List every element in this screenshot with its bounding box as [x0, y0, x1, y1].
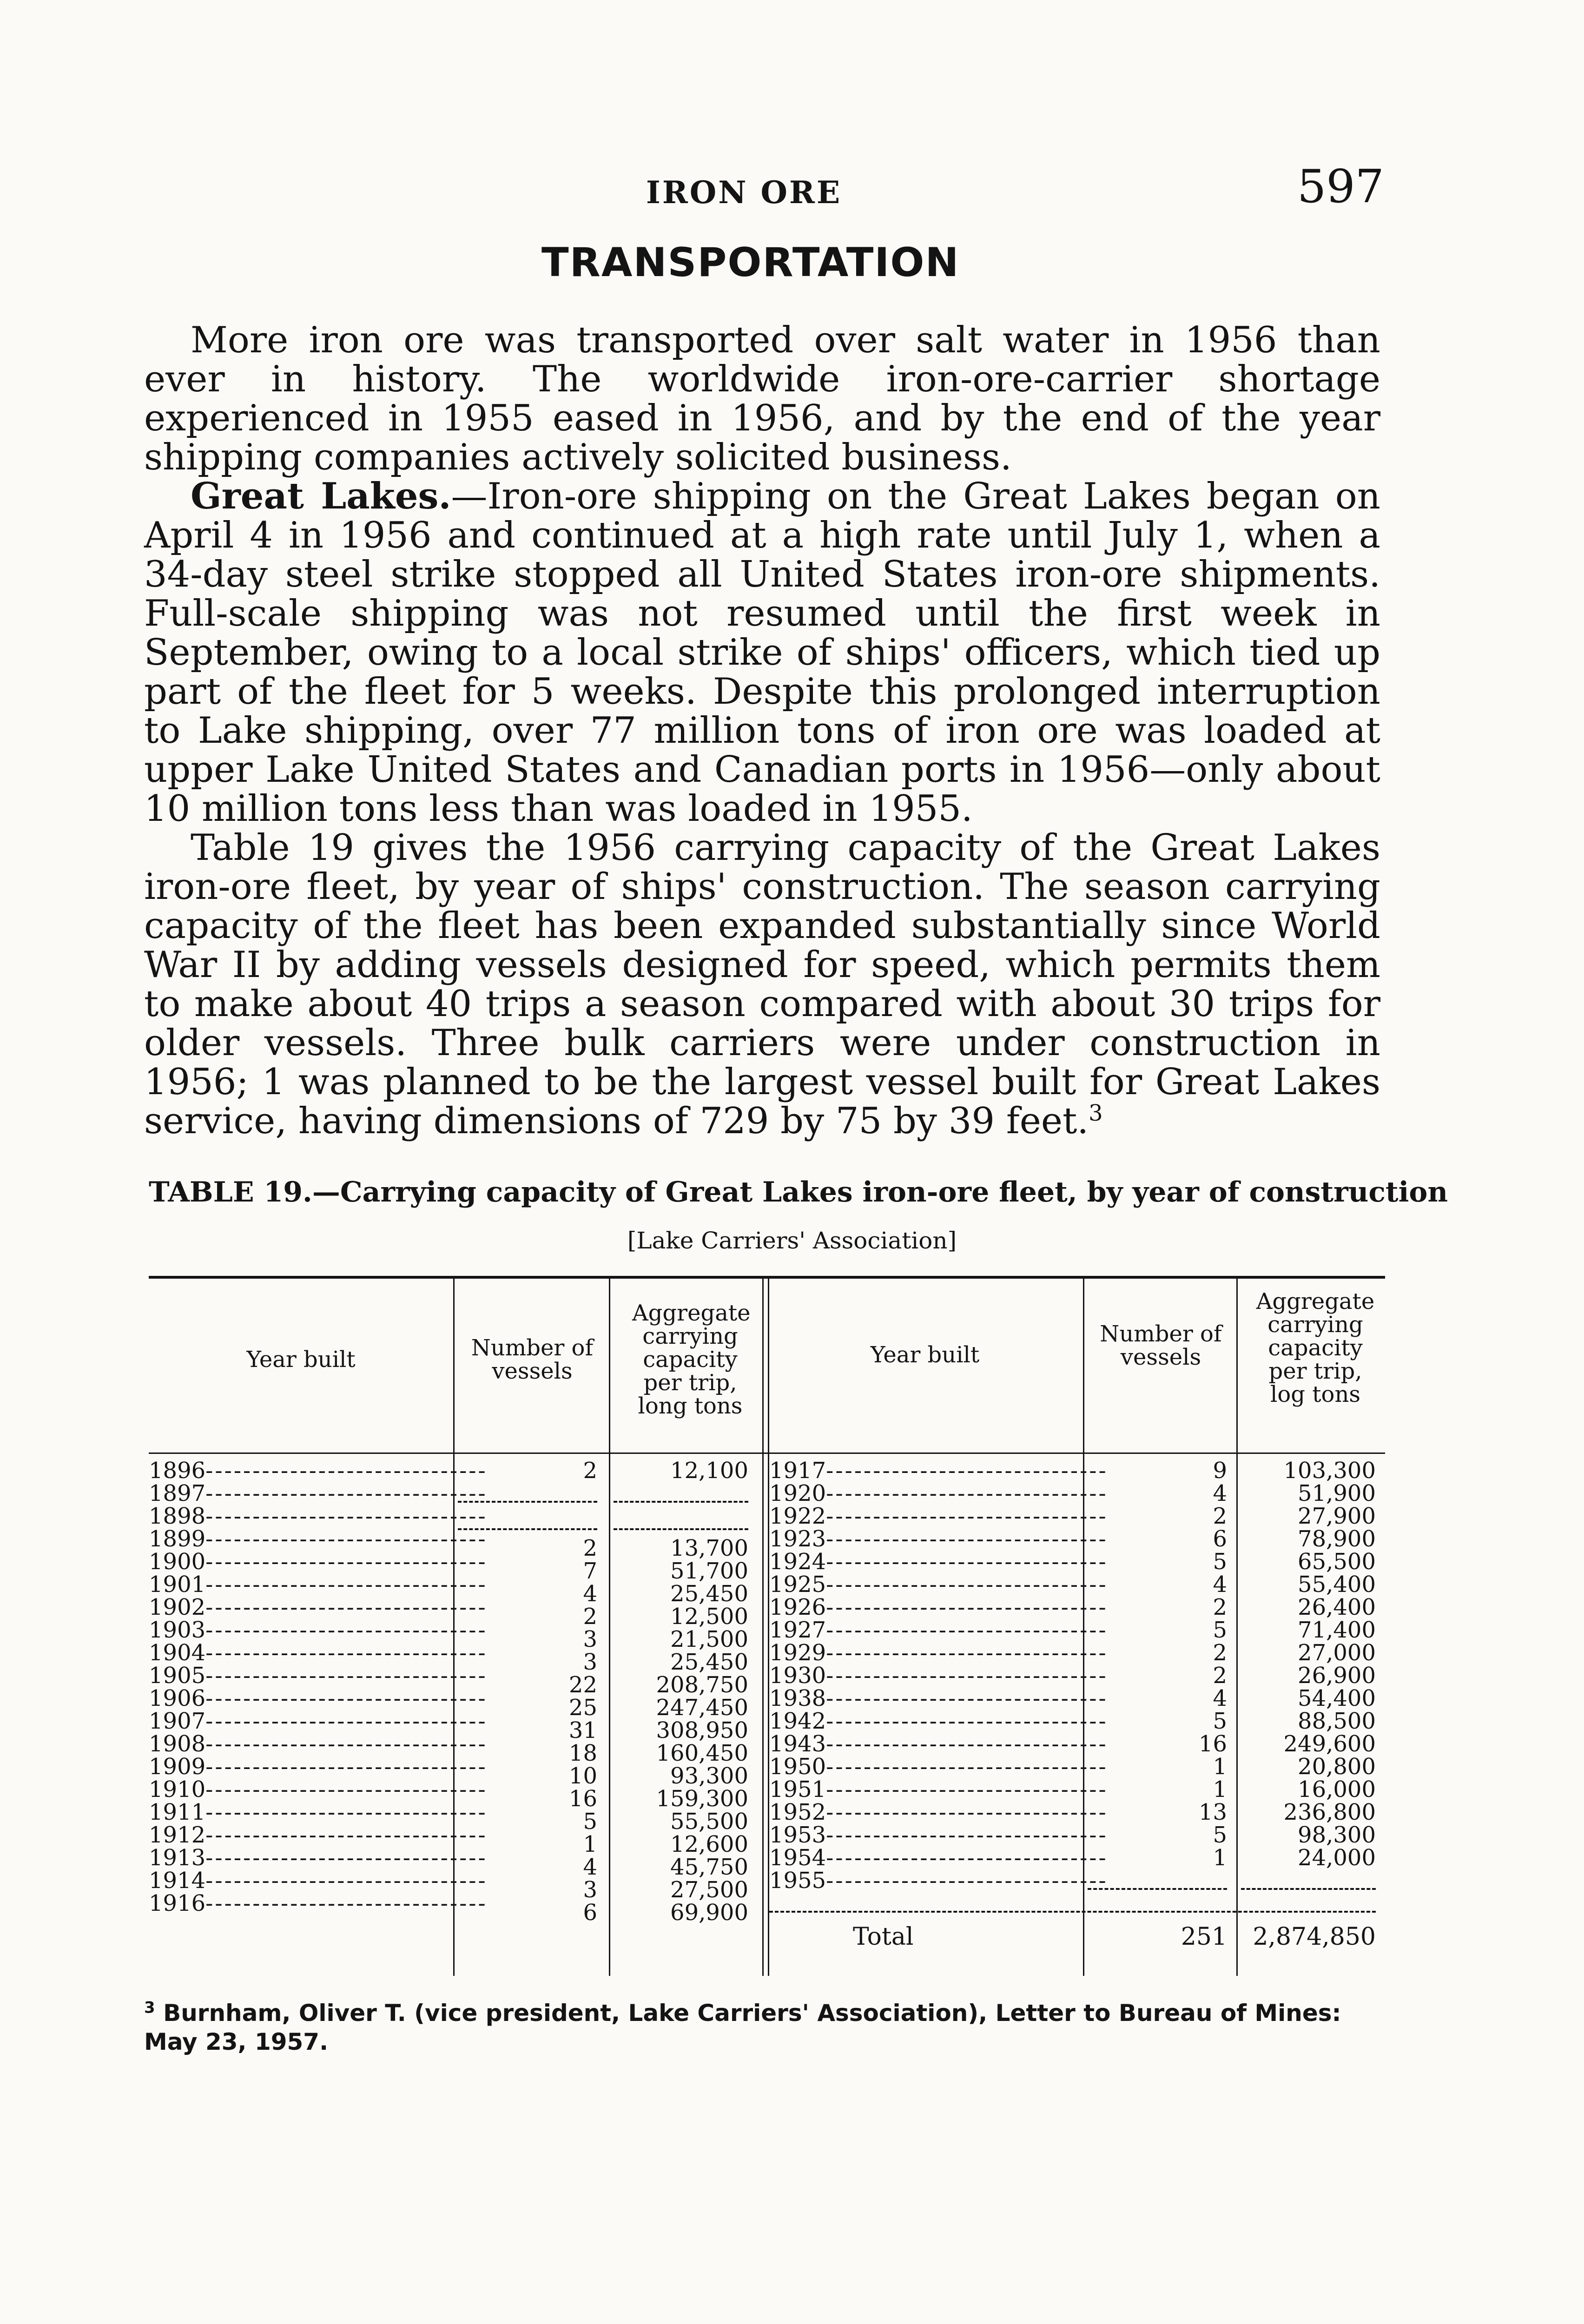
right-year-cell: [769, 1594, 1108, 1620]
right-vessels-cell: 1: [1213, 1754, 1227, 1780]
left-vessels-cell: 5: [583, 1809, 597, 1835]
right-vessels-cell: 2: [1213, 1594, 1227, 1620]
left-year-cell: [149, 1617, 488, 1643]
total-label: Total: [853, 1923, 914, 1951]
right-capacity-cell: 24,000: [1298, 1845, 1376, 1871]
dot-leader: ------------------------------: [205, 1799, 488, 1825]
left-capacity-cell: 160,450: [656, 1740, 748, 1766]
dot-leader: ------------------------------: [826, 1868, 1108, 1894]
right-vessels-cell: 4: [1213, 1685, 1227, 1711]
dot-leader: ------------------------------: [826, 1708, 1108, 1734]
right-year-cell: [769, 1776, 1108, 1802]
paragraph-2-text: —Iron-ore shipping on the Great Lakes began on April 4 in 1956 and continued at a high rate until July 1, when a 34-day steel strike stopped all United States iron-ore shipments. Full-scale shipping was not resumed until the first week in September, owing to a local strike of ships' officers, which tied up part of the fleet for 5 weeks. Despite this prolonged interruption to Lake shipping, over 77 million tons of iron ore was loaded at upper Lake United States and Canadian ports in 1956—only about 10 million tons less than was loaded in 1955.: [144, 475, 1380, 830]
year-value: 1899: [149, 1526, 206, 1552]
empty-dash: [458, 1487, 597, 1503]
year-value: 1904: [149, 1640, 206, 1666]
left-year-cell: [149, 1549, 488, 1575]
left-vessels-cell: 2: [583, 1604, 597, 1630]
column-divider-double: [762, 1279, 769, 1976]
year-value: 1913: [149, 1845, 206, 1871]
left-vessels-cell: 6: [583, 1900, 597, 1926]
left-year-cell: [149, 1822, 488, 1848]
year-value: 1909: [149, 1754, 206, 1780]
paragraph-3-text: Table 19 gives the 1956 carrying capacity of the Great Lakes iron-ore fleet, by year of ships' construction. The season carrying capacity of the fleet has been expanded substantially since World War II by adding vessels designed for speed, which permits them to make about 40 trips a season compared with about 30 trips for older vessels. Three bulk carriers were under construction in 1956; 1 was planned to be the largest vessel built for Great Lakes service, having dimensions of 729 by 75 by 39 feet.: [144, 827, 1380, 1142]
year-value: 1905: [149, 1663, 206, 1689]
left-year-cell: [149, 1845, 488, 1871]
empty-dash: [614, 1487, 748, 1503]
right-year-cell: [769, 1549, 1108, 1575]
left-vessels-cell: 25: [568, 1695, 597, 1721]
dot-leader: ------------------------------: [826, 1594, 1108, 1620]
left-year-cell: [149, 1776, 488, 1802]
year-value: 1911: [149, 1799, 206, 1825]
dot-leader: ------------------------------: [826, 1480, 1108, 1506]
left-vessels-cell: 4: [583, 1581, 597, 1607]
left-vessels-cell: 7: [583, 1558, 597, 1584]
year-value: 1896: [149, 1458, 206, 1484]
left-capacity-cell: 12,600: [670, 1831, 748, 1857]
year-value: 1923: [769, 1526, 826, 1552]
left-capacity-cell: 27,500: [670, 1877, 748, 1903]
total-vessels: 251: [1181, 1923, 1227, 1951]
left-vessels-cell: 1: [583, 1831, 597, 1857]
left-year-cell: [149, 1663, 488, 1689]
left-capacity-cell: 12,100: [670, 1458, 748, 1484]
year-value: 1901: [149, 1571, 206, 1598]
dot-leader: ------------------------------: [205, 1868, 488, 1894]
year-value: 1907: [149, 1708, 206, 1734]
table-title: TABLE 19.—Carrying capacity of Great Lakes iron-ore fleet, by year of construction: [149, 1176, 1448, 1208]
empty-dash: [1088, 1874, 1227, 1890]
column-divider: [609, 1279, 610, 1976]
run-in-heading: Great Lakes.: [191, 475, 451, 517]
right-vessels-cell: 5: [1213, 1549, 1227, 1575]
left-vessels-column: [458, 1459, 597, 1924]
year-value: 1955: [769, 1868, 826, 1894]
right-vessels-cell: 2: [1213, 1663, 1227, 1689]
left-vessels-cell: 4: [583, 1854, 597, 1880]
right-vessels-cell: 5: [1213, 1708, 1227, 1734]
right-vessels-cell: 16: [1198, 1731, 1227, 1757]
right-capacity-cell: 65,500: [1298, 1549, 1376, 1575]
body-text: [144, 321, 1380, 1141]
section-heading: TRANSPORTATION: [541, 239, 960, 286]
right-vessels-cell: 4: [1213, 1480, 1227, 1506]
left-year-cell: [149, 1799, 488, 1825]
dot-leader: ------------------------------: [205, 1776, 488, 1802]
left-year-cell: [149, 1594, 488, 1620]
total-separator: [769, 1911, 1376, 1913]
page-number: 597: [1297, 160, 1384, 213]
right-capacity-cell: 98,300: [1298, 1822, 1376, 1848]
year-value: 1914: [149, 1868, 206, 1894]
dot-leader: ------------------------------: [826, 1822, 1108, 1848]
right-vessels-cell: 1: [1213, 1776, 1227, 1802]
year-value: 1930: [769, 1663, 826, 1689]
dot-leader: ------------------------------: [205, 1822, 488, 1848]
dot-leader: ------------------------------: [205, 1708, 488, 1734]
total-capacity: 2,874,850: [1253, 1923, 1376, 1951]
year-value: 1951: [769, 1776, 826, 1802]
left-vessels-cell: 10: [568, 1763, 597, 1789]
dot-leader: ------------------------------: [826, 1685, 1108, 1711]
header-number-vessels-left: Number of vessels: [471, 1335, 594, 1384]
year-value: 1943: [769, 1731, 826, 1757]
dot-leader: ------------------------------: [205, 1663, 488, 1689]
left-vessels-cell: 3: [583, 1626, 597, 1652]
left-capacity-cell: 25,450: [670, 1649, 748, 1675]
left-capacity-cell: 12,500: [670, 1604, 748, 1630]
left-capacity-cell: 51,700: [670, 1558, 748, 1584]
left-vessels-cell: 18: [568, 1740, 597, 1766]
paragraph-1: More iron ore was transported over salt water in 1956 than ever in history. The worldwide iron-ore-carrier shortage experienced in 1955 eased in 1956, and by the end of the year shipping companies actively solicited business.: [144, 319, 1380, 478]
left-year-cell: [149, 1754, 488, 1780]
dot-leader: ------------------------------: [205, 1845, 488, 1871]
right-year-cell: [769, 1663, 1108, 1689]
dot-leader: ------------------------------: [205, 1594, 488, 1620]
dot-leader: ------------------------------: [205, 1754, 488, 1780]
year-value: 1916: [149, 1890, 206, 1916]
right-vessels-cell: 6: [1213, 1526, 1227, 1552]
right-year-cell: [769, 1708, 1108, 1734]
dot-leader: ------------------------------: [826, 1640, 1108, 1666]
year-value: 1942: [769, 1708, 826, 1734]
year-value: 1926: [769, 1594, 826, 1620]
dot-leader: ------------------------------: [826, 1458, 1108, 1484]
right-year-cell: [769, 1822, 1108, 1848]
right-capacity-cell: 26,400: [1298, 1594, 1376, 1620]
year-value: 1910: [149, 1776, 206, 1802]
left-vessels-cell: 22: [568, 1672, 597, 1698]
left-vessels-cell: 3: [583, 1877, 597, 1903]
right-year-cell: [769, 1754, 1108, 1780]
header-number-vessels-right: Number of vessels: [1100, 1321, 1222, 1370]
paragraph-3: [144, 828, 1380, 1141]
dot-leader: ------------------------------: [205, 1617, 488, 1643]
left-vessels-cell: [458, 1514, 597, 1537]
left-capacity-cell: 25,450: [670, 1581, 748, 1607]
dot-leader: ------------------------------: [826, 1571, 1108, 1598]
left-capacity-column: [614, 1459, 748, 1924]
right-capacity-cell: 236,800: [1283, 1799, 1376, 1825]
left-year-cell: [149, 1890, 488, 1916]
year-value: 1903: [149, 1617, 206, 1643]
header-capacity-left: Aggregate carrying capacity per trip, long tons: [632, 1300, 751, 1419]
year-value: 1950: [769, 1754, 826, 1780]
footnote: [144, 1999, 1380, 2056]
year-value: 1908: [149, 1731, 206, 1757]
year-value: 1929: [769, 1640, 826, 1666]
right-vessels-cell: 9: [1213, 1458, 1227, 1484]
column-divider: [1236, 1279, 1238, 1976]
left-vessels-cell: 31: [568, 1717, 597, 1743]
left-capacity-cell: 55,500: [670, 1809, 748, 1835]
dot-leader: ------------------------------: [826, 1845, 1108, 1871]
dot-leader: ------------------------------: [205, 1890, 488, 1916]
left-capacity-cell: 93,300: [670, 1763, 748, 1789]
header-year-built-right: Year built: [870, 1342, 980, 1368]
right-vessels-cell: 2: [1213, 1640, 1227, 1666]
right-capacity-cell: 27,000: [1298, 1640, 1376, 1666]
left-year-cell: [149, 1571, 488, 1598]
right-vessels-cell: 2: [1213, 1503, 1227, 1529]
left-capacity-cell: 159,300: [656, 1786, 748, 1812]
year-value: 1954: [769, 1845, 826, 1871]
dot-leader: ------------------------------: [826, 1754, 1108, 1780]
right-capacity-cell: 51,900: [1298, 1480, 1376, 1506]
right-capacity-cell: 54,400: [1298, 1685, 1376, 1711]
year-value: 1953: [769, 1822, 826, 1848]
right-capacity-cell: 26,900: [1298, 1663, 1376, 1689]
dot-leader: ------------------------------: [826, 1663, 1108, 1689]
left-vessels-cell: 16: [568, 1786, 597, 1812]
left-year-cell: [149, 1503, 488, 1529]
header-capacity-right: Aggregate carrying capacity per trip, log tons: [1256, 1288, 1375, 1407]
dot-leader: ------------------------------: [826, 1617, 1108, 1643]
left-year-cell: [149, 1685, 488, 1711]
left-capacity-cell: 247,450: [656, 1695, 748, 1721]
table-source: [Lake Carriers' Association]: [627, 1227, 957, 1254]
dot-leader: ------------------------------: [205, 1549, 488, 1575]
dot-leader: ------------------------------: [205, 1731, 488, 1757]
dot-leader: ------------------------------: [205, 1526, 488, 1552]
left-vessels-cell: [458, 1487, 597, 1510]
year-value: 1952: [769, 1799, 826, 1825]
year-value: 1925: [769, 1571, 826, 1598]
footnote-marker: 3: [144, 1998, 155, 2017]
right-vessels-cell: 1: [1213, 1845, 1227, 1871]
right-capacity-cell: 27,900: [1298, 1503, 1376, 1529]
left-vessels-cell: 2: [583, 1458, 597, 1484]
empty-dash: [458, 1514, 597, 1530]
left-capacity-cell: 69,900: [670, 1900, 748, 1926]
dot-leader: ------------------------------: [826, 1776, 1108, 1802]
right-year-column: [769, 1458, 1108, 1894]
left-capacity-cell: [614, 1487, 748, 1510]
paragraph-2: [144, 477, 1380, 828]
year-value: 1897: [149, 1480, 206, 1506]
dot-leader: ------------------------------: [205, 1503, 488, 1529]
right-vessels-cell: 4: [1213, 1571, 1227, 1598]
year-value: 1900: [149, 1549, 206, 1575]
left-year-cell: [149, 1526, 488, 1552]
year-value: 1898: [149, 1503, 206, 1529]
left-capacity-cell: [614, 1514, 748, 1537]
right-year-cell: [769, 1458, 1108, 1484]
right-vessels-cell: [1088, 1874, 1227, 1897]
dot-leader: ------------------------------: [205, 1571, 488, 1598]
right-capacity-cell: 16,000: [1298, 1776, 1376, 1802]
empty-dash: [1241, 1874, 1376, 1890]
year-value: 1912: [149, 1822, 206, 1848]
left-year-cell: [149, 1480, 488, 1506]
empty-dash: [614, 1514, 748, 1530]
dot-leader: ------------------------------: [205, 1640, 488, 1666]
right-vessels-column: [1088, 1459, 1227, 1897]
right-year-cell: [769, 1799, 1108, 1825]
left-capacity-cell: 208,750: [656, 1672, 748, 1698]
right-year-cell: [769, 1617, 1108, 1643]
right-year-cell: [769, 1526, 1108, 1552]
year-value: 1922: [769, 1503, 826, 1529]
year-value: 1920: [769, 1480, 826, 1506]
right-year-cell: [769, 1503, 1108, 1529]
dot-leader: ------------------------------: [205, 1685, 488, 1711]
right-capacity-column: [1241, 1459, 1376, 1897]
footnote-text: Burnham, Oliver T. (vice president, Lake Carriers' Association), Letter to Bureau of Mines: May 23, 1957.: [144, 2000, 1341, 2055]
right-year-cell: [769, 1571, 1108, 1598]
left-year-cell: [149, 1731, 488, 1757]
left-capacity-cell: 308,950: [656, 1717, 748, 1743]
right-capacity-cell: 78,900: [1298, 1526, 1376, 1552]
year-value: 1927: [769, 1617, 826, 1643]
right-capacity-cell: [1241, 1874, 1376, 1897]
right-vessels-cell: 5: [1213, 1822, 1227, 1848]
left-capacity-cell: 21,500: [670, 1626, 748, 1652]
right-capacity-cell: 20,800: [1298, 1754, 1376, 1780]
left-vessels-cell: 3: [583, 1649, 597, 1675]
year-value: 1902: [149, 1594, 206, 1620]
right-capacity-cell: 55,400: [1298, 1571, 1376, 1598]
footnote-ref: 3: [1089, 1100, 1103, 1126]
right-capacity-cell: 88,500: [1298, 1708, 1376, 1734]
right-capacity-cell: 249,600: [1283, 1731, 1376, 1757]
left-year-cell: [149, 1868, 488, 1894]
year-value: 1917: [769, 1458, 826, 1484]
dot-leader: ------------------------------: [205, 1458, 488, 1484]
left-year-cell: [149, 1640, 488, 1666]
right-capacity-cell: 103,300: [1283, 1458, 1376, 1484]
year-value: 1906: [149, 1685, 206, 1711]
left-vessels-cell: 2: [583, 1535, 597, 1561]
year-value: 1924: [769, 1549, 826, 1575]
dot-leader: ------------------------------: [826, 1503, 1108, 1529]
dot-leader: ------------------------------: [826, 1526, 1108, 1552]
running-title: IRON ORE: [646, 174, 842, 211]
dot-leader: ------------------------------: [826, 1549, 1108, 1575]
right-capacity-cell: 71,400: [1298, 1617, 1376, 1643]
right-vessels-cell: 5: [1213, 1617, 1227, 1643]
left-year-column: [149, 1458, 488, 1916]
right-year-cell: [769, 1868, 1108, 1894]
left-capacity-cell: 45,750: [670, 1854, 748, 1880]
right-year-cell: [769, 1731, 1108, 1757]
right-year-cell: [769, 1640, 1108, 1666]
right-year-cell: [769, 1480, 1108, 1506]
right-vessels-cell: 13: [1198, 1799, 1227, 1825]
header-year-built-left: Year built: [246, 1347, 356, 1373]
right-year-cell: [769, 1845, 1108, 1871]
running-header: [0, 160, 1584, 216]
left-year-cell: [149, 1458, 488, 1484]
year-value: 1938: [769, 1685, 826, 1711]
right-year-cell: [769, 1685, 1108, 1711]
dot-leader: ------------------------------: [826, 1731, 1108, 1757]
left-capacity-cell: 13,700: [670, 1535, 748, 1561]
dot-leader: ------------------------------: [826, 1799, 1108, 1825]
left-year-cell: [149, 1708, 488, 1734]
dot-leader: ------------------------------: [205, 1480, 488, 1506]
